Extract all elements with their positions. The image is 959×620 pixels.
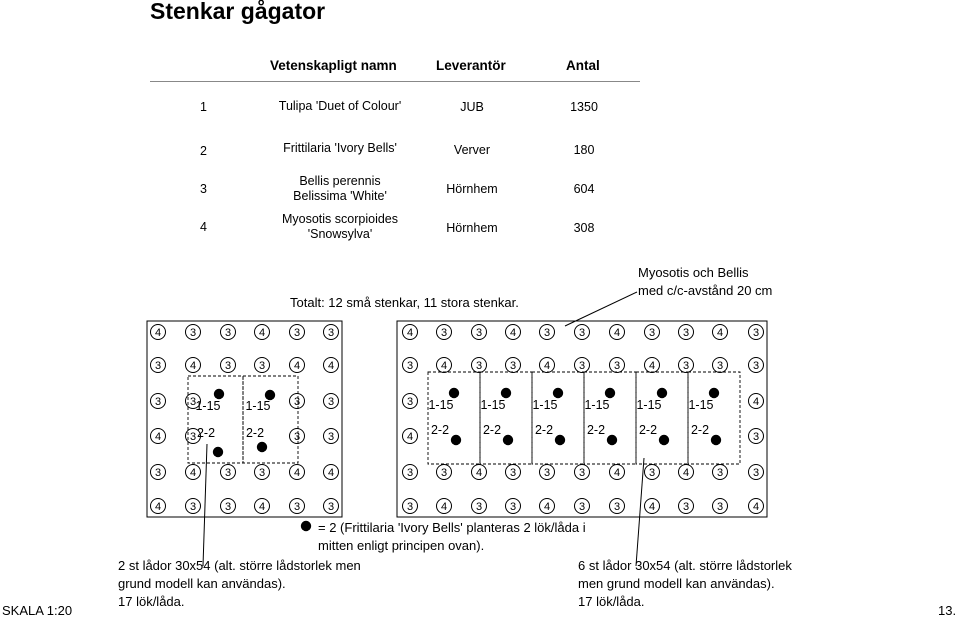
large-bed-plant-number: 3 [475, 501, 483, 514]
header-supplier: Leverantör [436, 58, 506, 73]
row-3-count: 604 [573, 182, 595, 196]
large-bed-plant-number: 4 [509, 327, 517, 340]
small-bed-plant-number: 4 [189, 360, 197, 373]
small-bed-plant-number: 4 [154, 431, 162, 444]
large-bed-plant-number: 4 [613, 467, 621, 480]
large-bed-plant-number: 4 [475, 467, 483, 480]
large-bed-plant-number: 3 [613, 360, 621, 373]
large-bed-plant-number: 3 [406, 396, 414, 409]
large-bed-box-2 [480, 372, 532, 464]
small-bed-plant-number: 3 [258, 360, 266, 373]
small-bed-plant-number: 4 [293, 467, 301, 480]
callout-line-2: med c/c-avstånd 20 cm [638, 283, 773, 298]
large-bed-plant-number: 3 [648, 467, 656, 480]
small-bed-plant-number: 4 [293, 360, 301, 373]
small-bed-plant-number: 3 [189, 396, 197, 409]
small-box-1-bottom-label: 2-2 [196, 426, 216, 440]
large-bed-plant-number: 4 [543, 360, 551, 373]
row-2-count: 180 [573, 143, 595, 157]
small-bed-plant-number: 3 [327, 431, 335, 444]
small-bed-plant-number: 3 [293, 396, 301, 409]
leader-line-left [203, 444, 207, 566]
small-box-1-top-label: 1-15 [195, 399, 221, 413]
small-bed-plant-number: 4 [154, 501, 162, 514]
large-bed-plant-number: 4 [682, 467, 690, 480]
bulb-dot [451, 435, 461, 445]
large-bed-plant-number: 4 [406, 431, 414, 444]
large-bed-plant-number: 3 [716, 501, 724, 514]
large-bed-plant-number: 4 [440, 501, 448, 514]
large-bed-plant-number: 3 [716, 360, 724, 373]
note-right-line-2: men grund modell kan användas). [578, 576, 775, 591]
small-bed-plant-number: 3 [224, 360, 232, 373]
large-bed-plant-number: 4 [648, 360, 656, 373]
bulb-dot [501, 388, 511, 398]
large-bed-plant-number: 4 [648, 501, 656, 514]
row-3-name-line-1: Bellis perennis [299, 174, 381, 188]
large-bed-plant-number: 3 [752, 360, 760, 373]
row-1-count: 1350 [570, 100, 598, 114]
bulb-dot [709, 388, 719, 398]
row-3-id: 3 [200, 182, 207, 196]
legend-dot [301, 521, 311, 531]
large-bed-plant-number: 3 [475, 360, 483, 373]
large-bed-plant-number: 4 [752, 396, 760, 409]
large-bed-plant-number: 3 [682, 360, 690, 373]
large-bed-plant-number: 3 [440, 467, 448, 480]
large-bed-plant-number: 3 [578, 501, 586, 514]
row-2-id: 2 [200, 144, 207, 158]
large-box-3-bottom-label: 2-2 [534, 423, 554, 437]
small-bed-plant-number: 3 [327, 396, 335, 409]
small-bed-plant-number: 4 [258, 327, 266, 340]
large-bed-plant-number: 3 [406, 501, 414, 514]
note-right-line-3: 17 lök/låda. [578, 594, 645, 609]
bulb-dot [555, 435, 565, 445]
small-bed-plant-number: 4 [189, 467, 197, 480]
large-box-5-top-label: 1-15 [636, 398, 662, 412]
row-4-name-line-2: 'Snowsylva' [307, 227, 373, 241]
small-bed-plant-number: 4 [327, 360, 335, 373]
legend-line-2: mitten enligt principen ovan). [318, 538, 485, 553]
large-bed-plant-number: 3 [509, 467, 517, 480]
large-bed-box-1 [428, 372, 480, 464]
large-bed-plant-number: 3 [406, 360, 414, 373]
large-bed-plant-number: 3 [509, 360, 517, 373]
note-left-line-3: 17 lök/låda. [118, 594, 185, 609]
large-bed-plant-number: 3 [543, 327, 551, 340]
row-3-name-line-2: Belissima 'White' [293, 189, 387, 203]
large-bed-plant-number: 3 [752, 467, 760, 480]
row-3-supplier: Hörnhem [446, 182, 498, 196]
large-bed-plant-number: 3 [543, 467, 551, 480]
large-box-4-bottom-label: 2-2 [586, 423, 606, 437]
small-bed-plant-number: 3 [189, 327, 197, 340]
small-bed-plant-number: 3 [224, 327, 232, 340]
large-bed-plant-number: 3 [406, 467, 414, 480]
large-bed-border [397, 321, 767, 517]
large-bed-plant-number: 3 [752, 327, 760, 340]
row-4-count: 308 [573, 221, 595, 235]
large-bed-plant-number: 4 [752, 501, 760, 514]
large-box-6-bottom-label: 2-2 [690, 423, 710, 437]
small-bed-plant-number: 3 [293, 501, 301, 514]
small-bed-plant-number: 3 [189, 431, 197, 444]
header-count: Antal [566, 58, 600, 73]
page-title: Stenkar gågator [150, 0, 326, 24]
large-bed-plant-number: 3 [475, 327, 483, 340]
large-box-4-top-label: 1-15 [584, 398, 610, 412]
large-bed-box-4 [584, 372, 636, 464]
bulb-dot [711, 435, 721, 445]
small-bed-plant-number: 3 [293, 327, 301, 340]
small-bed-plant-number: 3 [327, 501, 335, 514]
small-bed-plant-number: 3 [224, 501, 232, 514]
large-box-2-top-label: 1-15 [480, 398, 506, 412]
row-2-name: Frittilaria 'Ivory Bells' [283, 141, 397, 155]
bulb-dot [503, 435, 513, 445]
small-bed-plant-number: 3 [189, 501, 197, 514]
large-bed-plant-number: 3 [578, 327, 586, 340]
page-number: 13. [938, 603, 957, 618]
row-4-id: 4 [200, 220, 207, 234]
large-bed-box-6 [688, 372, 740, 464]
large-bed-plant-number: 4 [543, 501, 551, 514]
note-left-line-2: grund modell kan användas). [118, 576, 286, 591]
large-box-5-bottom-label: 2-2 [638, 423, 658, 437]
header-scientific-name: Vetenskapligt namn [270, 58, 397, 73]
callout-line-1: Myosotis och Bellis [638, 265, 749, 280]
large-box-6-top-label: 1-15 [688, 398, 714, 412]
small-bed-plant-number: 4 [258, 501, 266, 514]
bulb-dot [657, 388, 667, 398]
small-bed-plant-number: 3 [327, 327, 335, 340]
large-bed-plant-number: 4 [613, 327, 621, 340]
large-bed-plant-number: 3 [716, 467, 724, 480]
large-bed-plant-number: 3 [752, 431, 760, 444]
bulb-dot [605, 388, 615, 398]
bulb-dot [553, 388, 563, 398]
small-bed-plant-number: 4 [154, 327, 162, 340]
small-box-2-top-label: 1-15 [245, 399, 271, 413]
bulb-dot [257, 442, 267, 452]
bulb-dot [659, 435, 669, 445]
large-bed-plant-number: 4 [440, 360, 448, 373]
bulb-dot [449, 388, 459, 398]
row-1-name: Tulipa 'Duet of Colour' [278, 99, 402, 113]
large-box-1-top-label: 1-15 [428, 398, 454, 412]
row-4-supplier: Hörnhem [446, 221, 498, 235]
small-bed-plant-number: 3 [224, 467, 232, 480]
note-right-line-1: 6 st lådor 30x54 (alt. större lådstorlek [578, 558, 792, 573]
row-4-name-line-1: Myosotis scorpioides [281, 212, 398, 226]
small-bed-plant-number: 3 [154, 467, 162, 480]
row-2-supplier: Verver [453, 143, 491, 157]
small-bed-border [147, 321, 342, 517]
row-1-supplier: JUB [460, 100, 484, 114]
bulb-dot [607, 435, 617, 445]
large-box-3-top-label: 1-15 [532, 398, 558, 412]
note-left-line-1: 2 st lådor 30x54 (alt. större lådstorlek men [118, 558, 361, 573]
scale-label: SKALA 1:20 [2, 603, 73, 618]
large-bed-plant-number: 4 [406, 327, 414, 340]
small-bed-plant-number: 4 [327, 467, 335, 480]
large-bed-plant-number: 3 [578, 360, 586, 373]
small-bed-box-2 [243, 376, 301, 463]
small-bed-plant-number: 3 [154, 396, 162, 409]
large-bed-plant-number: 3 [578, 467, 586, 480]
total-text: Totalt: 12 små stenkar, 11 stora stenkar. [290, 295, 519, 310]
bulb-dot [213, 447, 223, 457]
leader-line-right [636, 458, 644, 566]
large-bed-plant-number: 3 [682, 327, 690, 340]
small-bed-plant-number: 3 [293, 431, 301, 444]
large-bed-plant-number: 3 [509, 501, 517, 514]
large-box-1-bottom-label: 2-2 [430, 423, 450, 437]
legend-line-1: = 2 (Frittilaria 'Ivory Bells' planteras 2 lök/låda i [318, 520, 586, 535]
small-bed-plant-number: 3 [154, 360, 162, 373]
large-bed-plant-number: 3 [682, 501, 690, 514]
large-bed-plant-number: 3 [613, 501, 621, 514]
large-bed-plant-number: 3 [648, 327, 656, 340]
large-bed-box-5 [636, 372, 688, 464]
large-bed-box-3 [532, 372, 584, 464]
small-box-2-bottom-label: 2-2 [245, 426, 265, 440]
row-1-id: 1 [200, 100, 207, 114]
bulb-dot [214, 389, 224, 399]
large-bed-plant-number: 3 [440, 327, 448, 340]
large-bed-plant-number: 4 [716, 327, 724, 340]
large-box-2-bottom-label: 2-2 [482, 423, 502, 437]
small-bed-plant-number: 3 [258, 467, 266, 480]
